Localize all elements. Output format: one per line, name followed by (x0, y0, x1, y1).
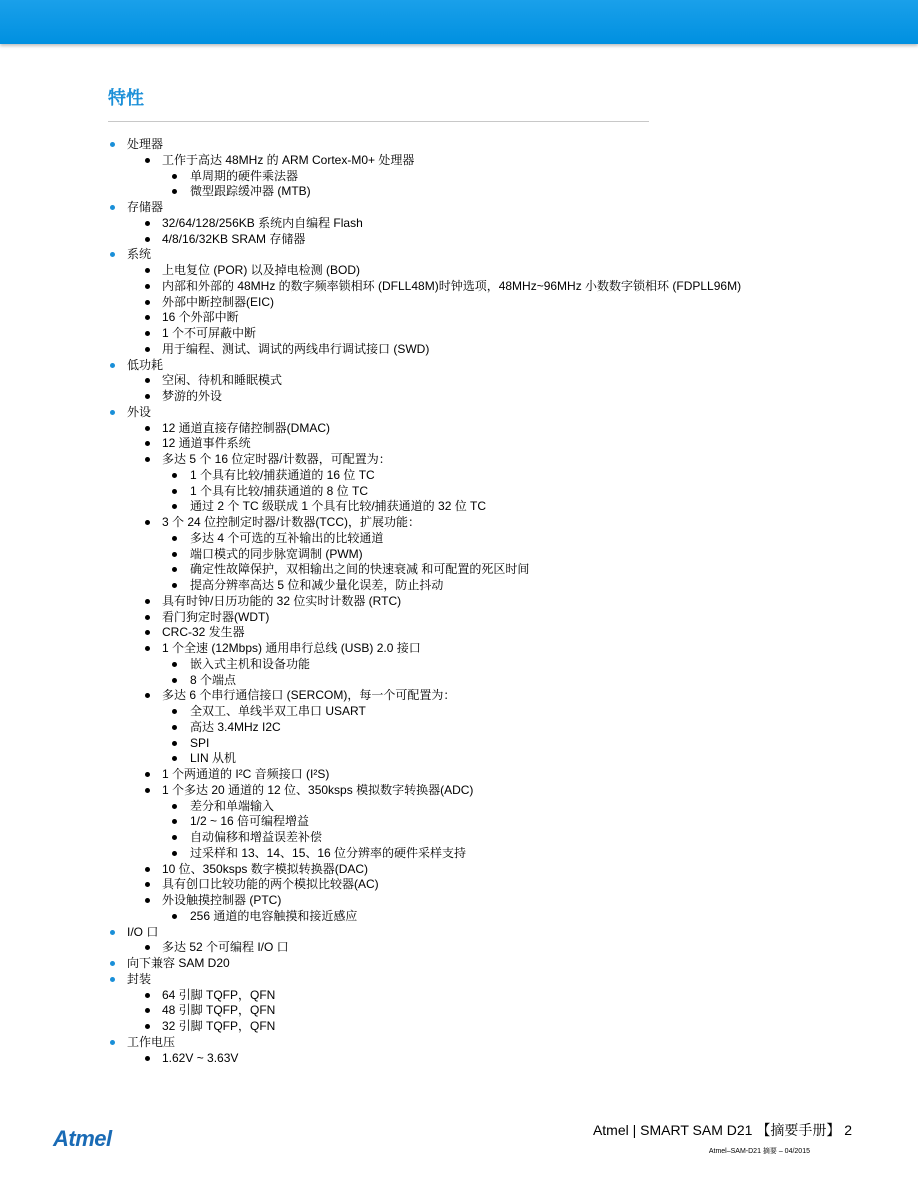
feature-text: 处理器 (127, 137, 164, 151)
bullet-icon (145, 221, 150, 226)
bullet-icon (172, 189, 177, 194)
feature-text: 端口模式的同步脉宽调制 (PWM) (190, 546, 363, 561)
bullet-icon (110, 252, 115, 257)
bullet-icon (145, 237, 150, 242)
feature-item (108, 846, 741, 862)
feature-text: 高达 3.4MHz I2C (190, 719, 281, 734)
bullet-icon (145, 615, 150, 620)
feature-text: 微型跟踪缓冲器 (MTB) (190, 184, 311, 199)
bullet-icon (172, 756, 177, 761)
footer-title: Atmel | SMART SAM D21 【摘要手册】 2 (592, 1122, 852, 1138)
feature-item (108, 200, 741, 216)
feature-item (108, 594, 741, 610)
bullet-icon (145, 1024, 150, 1029)
feature-item (108, 547, 741, 563)
atmel-logo: Atmel (53, 1126, 112, 1151)
feature-text: 看门狗定时器(WDT) (162, 609, 270, 624)
feature-text: 32 引脚 TQFP，QFN (162, 1019, 276, 1033)
feature-item (108, 767, 741, 783)
feature-text: CRC-32 发生器 (162, 625, 245, 640)
feature-item (108, 704, 741, 720)
feature-text: 1 个多达 20 通道的 12 位、350ksps 模拟数字转换器(ADC) (162, 782, 474, 797)
feature-item (108, 263, 741, 279)
feature-item (108, 279, 741, 295)
feature-text: I/O 口 (127, 924, 159, 939)
bullet-icon (172, 835, 177, 840)
feature-item (108, 688, 741, 704)
feature-text: 1/2 ~ 16 倍可编程增益 (190, 814, 310, 829)
feature-item (108, 515, 741, 531)
bullet-icon (110, 977, 115, 982)
feature-item (108, 925, 741, 941)
feature-text: 多达 5 个 16 位定时器/计数器，可配置为： (162, 452, 391, 466)
feature-item (108, 342, 741, 358)
feature-text: 内部和外部的 48MHz 的数字频率锁相环 (DFLL48M)时钟选项，48MHz~96MHz 小数数字锁相环 (FDPLL96M) (162, 278, 742, 293)
feature-text: 具有时钟/日历功能的 32 位实时计数器 (RTC) (162, 593, 402, 608)
bullet-icon (110, 410, 115, 415)
bullet-icon (172, 473, 177, 478)
feature-text: 多达 4 个可选的互补输出的比较通道 (190, 530, 384, 545)
bullet-icon (145, 898, 150, 903)
bullet-icon (145, 457, 150, 462)
feature-text: 48 引脚 TQFP，QFN (162, 1003, 276, 1018)
feature-item (108, 956, 741, 972)
feature-text: 16 个外部中断 (162, 310, 239, 325)
feature-text: SPI (190, 735, 210, 750)
feature-text: 过采样和 13、14、15、16 位分辨率的硬件采样支持 (190, 845, 467, 860)
bullet-icon (172, 567, 177, 572)
feature-item (108, 814, 741, 830)
feature-item (108, 830, 741, 846)
feature-item (108, 909, 741, 925)
feature-item (108, 295, 741, 311)
feature-text: 嵌入式主机和设备功能 (190, 656, 311, 671)
feature-item (108, 184, 741, 200)
feature-item (108, 862, 741, 878)
bullet-icon (172, 725, 177, 730)
bullet-icon (172, 914, 177, 919)
feature-text: 具有创口比较功能的两个模拟比较器(AC) (162, 877, 379, 892)
feature-item (108, 1019, 741, 1035)
bullet-icon (110, 142, 115, 147)
feature-item (108, 783, 741, 799)
bullet-icon (145, 158, 150, 163)
bullet-icon (145, 993, 150, 998)
bullet-icon (145, 867, 150, 872)
feature-text: 256 通道的电容触摸和接近感应 (190, 908, 358, 923)
feature-text: 外设触摸控制器 (PTC) (162, 893, 282, 907)
feature-item (108, 452, 741, 468)
feature-text: 工作电压 (127, 1034, 176, 1049)
feature-item (108, 153, 741, 169)
page-title: 特性 (108, 88, 144, 108)
feature-item (108, 578, 741, 594)
bullet-icon (145, 882, 150, 887)
feature-text: 通过 2 个 TC 级联成 1 个具有比较/捕获通道的 32 位 TC (190, 499, 487, 514)
feature-item (108, 610, 741, 626)
feature-text: 10 位、350ksps 数字模拟转换器(DAC) (162, 861, 369, 876)
feature-text: 多达 6 个串行通信接口 (SERCOM)，每一个可配置为： (162, 688, 456, 703)
title-divider (108, 121, 649, 122)
bullet-icon (145, 1056, 150, 1061)
bullet-icon (145, 772, 150, 777)
feature-text: 12 通道事件系统 (162, 436, 251, 451)
feature-item (108, 657, 741, 673)
feature-text: 上电复位 (POR) 以及掉电检测 (BOD) (162, 263, 360, 277)
bullet-icon (172, 489, 177, 494)
feature-item (108, 137, 741, 153)
feature-item (108, 877, 741, 893)
feature-item (108, 358, 741, 374)
feature-text: 多达 52 个可编程 I/O 口 (162, 940, 289, 955)
footer-doc-id: Atmel–SAM-D21 摘要 – 04/2015 (708, 1148, 810, 1155)
bullet-icon (172, 804, 177, 809)
bullet-icon (145, 378, 150, 383)
feature-text: 工作于高达 48MHz 的 ARM Cortex-M0+ 处理器 (162, 152, 415, 167)
feature-item (108, 216, 741, 232)
feature-item (108, 499, 741, 515)
feature-text: 空闲、待机和睡眠模式 (162, 373, 283, 388)
feature-item (108, 641, 741, 657)
feature-text: 系统 (127, 247, 152, 262)
bullet-icon (145, 441, 150, 446)
feature-item (108, 988, 741, 1004)
feature-item (108, 232, 741, 248)
bullet-icon (145, 630, 150, 635)
feature-text: 12 通道直接存储控制器(DMAC) (162, 420, 331, 435)
feature-text: 8 个端点 (190, 672, 237, 687)
feature-item (108, 326, 741, 342)
feature-text: 1 个具有比较/捕获通道的 8 位 TC (190, 483, 369, 498)
feature-text: 存储器 (127, 200, 164, 214)
feature-text: 向下兼容 SAM D20 (127, 956, 230, 970)
feature-item (108, 1035, 741, 1051)
feature-item (108, 799, 741, 815)
feature-text: 差分和单端输入 (190, 798, 275, 813)
bullet-icon (145, 426, 150, 431)
feature-item (108, 169, 741, 185)
bullet-icon (145, 394, 150, 399)
bullet-icon (145, 520, 150, 525)
feature-text: 确定性故障保护，双相输出之间的快速衰减 和可配置的死区时间 (190, 562, 530, 577)
feature-text: 1 个全速 (12Mbps) 通用串行总线 (USB) 2.0 接口 (162, 641, 421, 655)
bullet-icon (172, 174, 177, 179)
feature-text: 梦游的外设 (162, 389, 223, 403)
bullet-icon (110, 930, 115, 935)
feature-text: 提高分辨率高达 5 位和减少量化误差，防止抖动 (190, 578, 444, 592)
feature-text: 1 个不可屏蔽中断 (162, 326, 257, 340)
feature-text: 3 个 24 位控制定时器/计数器(TCC)，扩展功能： (162, 515, 421, 529)
feature-text: 64 引脚 TQFP，QFN (162, 987, 276, 1002)
bullet-icon (110, 1040, 115, 1045)
feature-text: 单周期的硬件乘法器 (190, 168, 299, 183)
feature-text: 封装 (127, 971, 152, 986)
bullet-icon (172, 504, 177, 509)
bullet-icon (145, 268, 150, 273)
feature-item (108, 562, 741, 578)
feature-item (108, 421, 741, 437)
feature-item (108, 893, 741, 909)
bullet-icon (110, 363, 115, 368)
bullet-icon (145, 945, 150, 950)
bullet-icon (172, 851, 177, 856)
bullet-icon (172, 552, 177, 557)
bullet-icon (172, 662, 177, 667)
feature-text: 低功耗 (127, 357, 164, 372)
feature-item (108, 673, 741, 689)
feature-text: 1 个两通道的 I²C 音频接口 (I²S) (162, 767, 330, 781)
feature-text: 自动偏移和增益误差补偿 (190, 830, 323, 844)
feature-item (108, 625, 741, 641)
feature-item (108, 720, 741, 736)
feature-item (108, 972, 741, 988)
bullet-icon (145, 693, 150, 698)
bullet-icon (110, 205, 115, 210)
feature-item (108, 531, 741, 547)
feature-text: 全双工、单线半双工串口 USART (190, 704, 366, 718)
feature-text: 4/8/16/32KB SRAM 存储器 (162, 231, 306, 246)
feature-text: LIN 从机 (190, 751, 237, 766)
feature-item (108, 247, 741, 263)
bullet-icon (172, 536, 177, 541)
top-banner (0, 0, 918, 44)
feature-item (108, 373, 741, 389)
bullet-icon (145, 347, 150, 352)
feature-list (108, 137, 741, 1066)
bullet-icon (145, 300, 150, 305)
bullet-icon (172, 678, 177, 683)
bullet-icon (172, 741, 177, 746)
feature-item (108, 751, 741, 767)
bullet-icon (145, 331, 150, 336)
feature-item (108, 1051, 741, 1067)
feature-text: 用于编程、测试、调试的两线串行调试接口 (SWD) (162, 341, 430, 356)
bullet-icon (145, 1008, 150, 1013)
feature-text: 1.62V ~ 3.63V (162, 1050, 239, 1065)
bullet-icon (172, 819, 177, 824)
feature-item (108, 484, 741, 500)
bullet-icon (172, 709, 177, 714)
feature-item (108, 436, 741, 452)
bullet-icon (145, 315, 150, 320)
feature-item (108, 940, 741, 956)
bullet-icon (145, 788, 150, 793)
bullet-icon (145, 646, 150, 651)
feature-item (108, 736, 741, 752)
feature-item (108, 1003, 741, 1019)
feature-item (108, 405, 741, 421)
bullet-icon (172, 583, 177, 588)
feature-text: 外部中断控制器(EIC) (162, 294, 274, 309)
feature-text: 32/64/128/256KB 系统内自编程 Flash (162, 215, 363, 230)
feature-item (108, 468, 741, 484)
feature-item (108, 389, 741, 405)
bullet-icon (110, 961, 115, 966)
bullet-icon (145, 284, 150, 289)
feature-item (108, 310, 741, 326)
feature-text: 外设 (127, 404, 152, 419)
feature-text: 1 个具有比较/捕获通道的 16 位 TC (190, 467, 375, 482)
bullet-icon (145, 599, 150, 604)
